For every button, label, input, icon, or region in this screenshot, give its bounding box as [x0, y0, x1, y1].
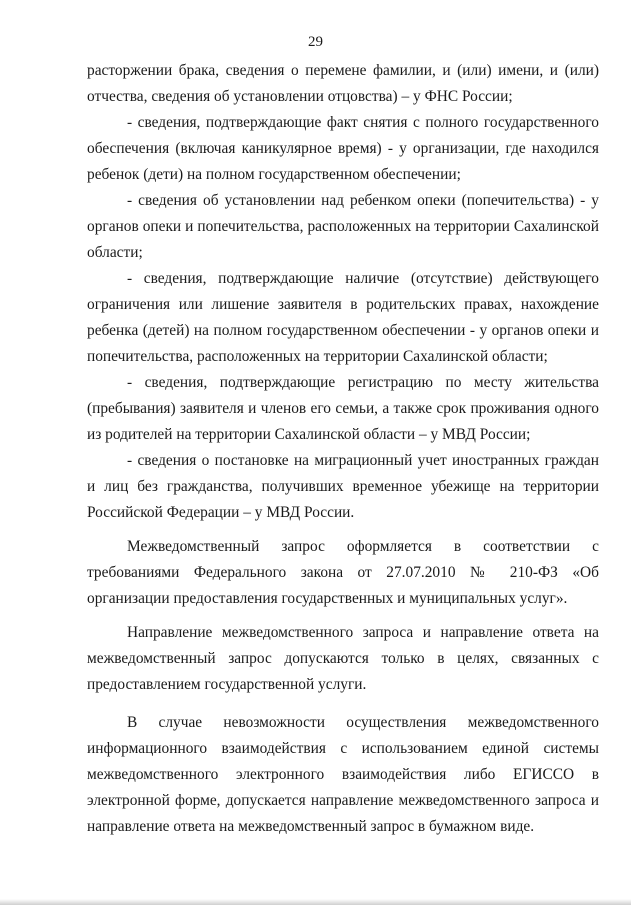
paragraph-interagency-request: Межведомственный запрос оформляется в соответствии с требованиями Федерального закона от 27.07.2010 № 210-ФЗ «Об организации предоставления государственных и муниципальных услуг». — [87, 538, 599, 607]
paragraph-request-purpose: Направление межведомственного запроса и направление ответа на межведомственный запрос допускаются только в целях, связанных с предоставлением государственной услуги. — [87, 624, 599, 693]
list-item-migration: - сведения о постановке на миграционный учет иностранных граждан и лиц без гражданства, получивших временное убежище на территории Российской Федерации – у МВД России. — [87, 452, 599, 521]
paragraph-continuation: расторжении брака, сведения о перемене фамилии, и (или) имени, и (или) отчества, сведения об установлении отцовства) – у ФНС России; — [87, 62, 599, 105]
list-item-guardianship: - сведения об установлении над ребенком опеки (попечительства) - у органов опеки и попечительства, расположенных на территории Сахалинской области; — [87, 192, 599, 261]
paragraph-paper-form: В случае невозможности осуществления межведомственного информационного взаимодействия с использованием единой системы межведомственного электронного взаимодействия либо ЕГИССО в электронной форме, допускается направление межведомственного запроса и направление ответа на межведомственный запрос в бумажном виде. — [87, 714, 599, 835]
scan-edge — [0, 899, 631, 905]
list-item-custody-release: - сведения, подтверждающие факт снятия с полного государственного обеспечения (включая каникулярное время) - у организации, где находился ребенок (дети) на полном государственном обеспечении; — [87, 114, 599, 183]
document-body — [87, 58, 599, 840]
list-item-registration: - сведения, подтверждающие регистрацию по месту жительства (пребывания) заявителя и членов его семьи, а также срок проживания одного из родителей на территории Сахалинской области – у МВД России; — [87, 374, 599, 443]
page-number: 29 — [308, 34, 323, 50]
list-item-parental-rights: - сведения, подтверждающие наличие (отсутствие) действующего ограничения или лишение заявителя в родительских правах, нахождение ребенка (детей) на полном государственном обеспечении - у органов опеки и попечительства, расположенных на территории Сахалинской области; — [87, 270, 599, 365]
